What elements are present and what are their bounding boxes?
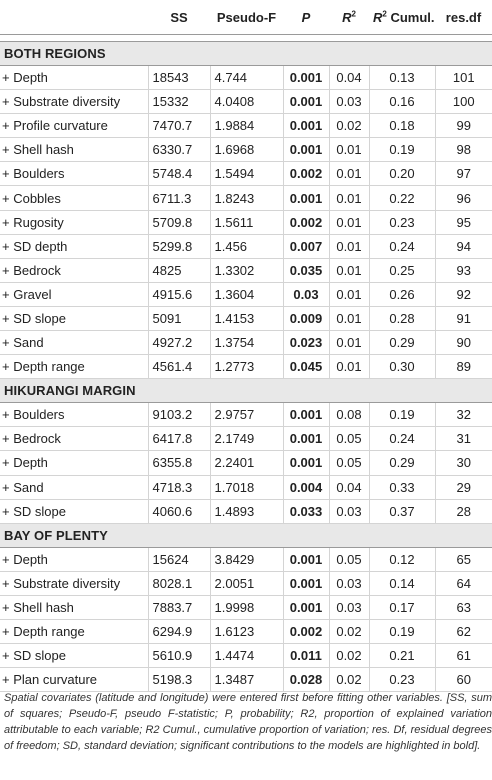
cell-res-df: 99	[435, 114, 492, 138]
cell-r2-cumul: 0.12	[369, 547, 435, 571]
cell-p: 0.001	[283, 571, 329, 595]
cell-p: 0.007	[283, 234, 329, 258]
cell-r2: 0.01	[329, 162, 369, 186]
cell-r2-cumul: 0.22	[369, 186, 435, 210]
header-cum-label: R	[373, 9, 383, 25]
spacer-row	[0, 35, 492, 42]
cell-res-df: 62	[435, 619, 492, 643]
cell-res-df: 93	[435, 258, 492, 282]
cell-r2-cumul: 0.21	[369, 644, 435, 668]
cell-ss: 5198.3	[148, 668, 210, 692]
cell-variable: + Substrate diversity	[0, 571, 148, 595]
cell-p: 0.001	[283, 403, 329, 427]
cell-ss: 6355.8	[148, 451, 210, 475]
cell-res-df: 29	[435, 475, 492, 499]
cell-p: 0.004	[283, 475, 329, 499]
cell-pseudo-f: 1.7018	[210, 475, 283, 499]
cell-ss: 4561.4	[148, 355, 210, 379]
cell-variable: + Plan curvature	[0, 668, 148, 692]
cell-res-df: 32	[435, 403, 492, 427]
cell-ss: 6294.9	[148, 619, 210, 643]
cell-r2: 0.01	[329, 331, 369, 355]
cell-pseudo-f: 1.6123	[210, 619, 283, 643]
section-header-row	[0, 379, 492, 403]
cell-r2: 0.05	[329, 427, 369, 451]
cell-r2: 0.03	[329, 595, 369, 619]
cell-ss: 5299.8	[148, 234, 210, 258]
table-row	[0, 403, 492, 427]
table-header	[0, 0, 492, 35]
header-r2-sup: 2	[351, 9, 356, 19]
header-r2-cumul	[369, 0, 435, 35]
cell-r2: 0.01	[329, 138, 369, 162]
table-row	[0, 571, 492, 595]
cell-r2-cumul: 0.23	[369, 210, 435, 234]
cell-res-df: 91	[435, 306, 492, 330]
cell-ss: 4915.6	[148, 282, 210, 306]
cell-pseudo-f: 1.8243	[210, 186, 283, 210]
cell-ss: 5610.9	[148, 644, 210, 668]
cell-ss: 4718.3	[148, 475, 210, 499]
cell-r2-cumul: 0.20	[369, 162, 435, 186]
cell-variable: + Gravel	[0, 282, 148, 306]
cell-variable: + SD slope	[0, 306, 148, 330]
cell-ss: 6417.8	[148, 427, 210, 451]
section-title: BAY OF PLENTY	[0, 523, 492, 547]
table-row	[0, 162, 492, 186]
table-row	[0, 668, 492, 692]
cell-variable: + Depth	[0, 547, 148, 571]
cell-variable: + Sand	[0, 475, 148, 499]
table-row	[0, 475, 492, 499]
cell-pseudo-f: 1.456	[210, 234, 283, 258]
cell-pseudo-f: 1.4474	[210, 644, 283, 668]
table-row	[0, 138, 492, 162]
cell-ss: 4060.6	[148, 499, 210, 523]
cell-res-df: 30	[435, 451, 492, 475]
cell-r2: 0.04	[329, 66, 369, 90]
cell-r2-cumul: 0.29	[369, 331, 435, 355]
cell-p: 0.001	[283, 186, 329, 210]
header-r2	[329, 0, 369, 35]
cell-ss: 18543	[148, 66, 210, 90]
cell-r2-cumul: 0.13	[369, 66, 435, 90]
cell-p: 0.001	[283, 427, 329, 451]
table-row	[0, 499, 492, 523]
cell-pseudo-f: 4.0408	[210, 90, 283, 114]
cell-pseudo-f: 1.3487	[210, 668, 283, 692]
cell-ss: 5709.8	[148, 210, 210, 234]
section-title: BOTH REGIONS	[0, 42, 492, 66]
cell-variable: + Rugosity	[0, 210, 148, 234]
cell-r2-cumul: 0.28	[369, 306, 435, 330]
header-ss: SS	[148, 0, 210, 35]
cell-r2-cumul: 0.37	[369, 499, 435, 523]
cell-res-df: 64	[435, 571, 492, 595]
cell-p: 0.001	[283, 66, 329, 90]
cell-p: 0.002	[283, 619, 329, 643]
cell-r2-cumul: 0.17	[369, 595, 435, 619]
cell-pseudo-f: 4.744	[210, 66, 283, 90]
cell-res-df: 96	[435, 186, 492, 210]
table-row	[0, 427, 492, 451]
cell-p: 0.002	[283, 210, 329, 234]
cell-r2-cumul: 0.19	[369, 619, 435, 643]
cell-p: 0.023	[283, 331, 329, 355]
cell-res-df: 61	[435, 644, 492, 668]
cell-pseudo-f: 2.2401	[210, 451, 283, 475]
cell-pseudo-f: 1.3754	[210, 331, 283, 355]
cell-p: 0.009	[283, 306, 329, 330]
cell-r2-cumul: 0.24	[369, 234, 435, 258]
cell-variable: + Cobbles	[0, 186, 148, 210]
table-row	[0, 355, 492, 379]
table-row	[0, 306, 492, 330]
table-body	[0, 35, 492, 692]
cell-r2-cumul: 0.25	[369, 258, 435, 282]
cell-variable: + Bedrock	[0, 427, 148, 451]
cell-variable: + Depth range	[0, 619, 148, 643]
cell-variable: + Substrate diversity	[0, 90, 148, 114]
cell-p: 0.011	[283, 644, 329, 668]
cell-r2: 0.01	[329, 234, 369, 258]
header-res-df: res.df	[435, 0, 492, 35]
cell-pseudo-f: 1.4153	[210, 306, 283, 330]
section-title: HIKURANGI MARGIN	[0, 379, 492, 403]
cell-res-df: 90	[435, 331, 492, 355]
footnote-text: Spatial covariates (latitude and longitude) were entered first before fitting other variables. [SS, sum of squares; Pseudo-F, pseudo F-statistic; P, probability; R2, proportion of explained variation attributable to each variable; R2 Cumul., cumulative proportion of variation; res. Df, residual degrees of freedom; SD, standard deviation; significant contributions to the models are highlighted in bold].	[4, 692, 492, 752]
cell-pseudo-f: 2.0051	[210, 571, 283, 595]
cell-ss: 15624	[148, 547, 210, 571]
cell-p: 0.045	[283, 355, 329, 379]
table-row	[0, 451, 492, 475]
table-row	[0, 282, 492, 306]
cell-res-df: 95	[435, 210, 492, 234]
cell-pseudo-f: 1.3302	[210, 258, 283, 282]
cell-ss: 4927.2	[148, 331, 210, 355]
cell-variable: + Sand	[0, 331, 148, 355]
cell-r2: 0.02	[329, 644, 369, 668]
header-p	[283, 0, 329, 35]
cell-variable: + Boulders	[0, 403, 148, 427]
cell-variable: + SD slope	[0, 644, 148, 668]
cell-r2-cumul: 0.23	[369, 668, 435, 692]
table-row	[0, 258, 492, 282]
cell-ss: 7883.7	[148, 595, 210, 619]
cell-r2: 0.05	[329, 451, 369, 475]
cell-r2-cumul: 0.19	[369, 138, 435, 162]
section-header-row	[0, 523, 492, 547]
cell-r2: 0.01	[329, 306, 369, 330]
cell-ss: 5748.4	[148, 162, 210, 186]
cell-p: 0.002	[283, 162, 329, 186]
cell-variable: + Depth	[0, 66, 148, 90]
cell-r2: 0.01	[329, 186, 369, 210]
cell-p: 0.035	[283, 258, 329, 282]
cell-r2-cumul: 0.29	[369, 451, 435, 475]
cell-r2: 0.08	[329, 403, 369, 427]
cell-pseudo-f: 1.2773	[210, 355, 283, 379]
cell-r2-cumul: 0.26	[369, 282, 435, 306]
cell-res-df: 28	[435, 499, 492, 523]
cell-pseudo-f: 1.3604	[210, 282, 283, 306]
cell-ss: 8028.1	[148, 571, 210, 595]
header-variable	[0, 0, 148, 35]
cell-res-df: 89	[435, 355, 492, 379]
cell-r2: 0.01	[329, 282, 369, 306]
cell-variable: + Boulders	[0, 162, 148, 186]
header-p-label: P	[301, 9, 311, 25]
cell-r2: 0.01	[329, 355, 369, 379]
cell-pseudo-f: 1.9884	[210, 114, 283, 138]
cell-p: 0.001	[283, 90, 329, 114]
cell-res-df: 60	[435, 668, 492, 692]
table-row	[0, 595, 492, 619]
cell-p: 0.001	[283, 451, 329, 475]
cell-r2: 0.03	[329, 499, 369, 523]
cell-r2-cumul: 0.24	[369, 427, 435, 451]
cell-variable: + Bedrock	[0, 258, 148, 282]
header-cum-suffix: Cumul.	[386, 9, 435, 25]
cell-pseudo-f: 2.1749	[210, 427, 283, 451]
cell-p: 0.033	[283, 499, 329, 523]
header-r2-label: R	[342, 9, 352, 25]
cell-variable: + Shell hash	[0, 595, 148, 619]
table-row	[0, 90, 492, 114]
cell-res-df: 92	[435, 282, 492, 306]
table-row	[0, 331, 492, 355]
cell-ss: 6711.3	[148, 186, 210, 210]
table-row	[0, 186, 492, 210]
cell-res-df: 31	[435, 427, 492, 451]
cell-p: 0.001	[283, 114, 329, 138]
cell-pseudo-f: 1.5611	[210, 210, 283, 234]
cell-res-df: 100	[435, 90, 492, 114]
section-header-row	[0, 42, 492, 66]
cell-res-df: 98	[435, 138, 492, 162]
cell-r2: 0.01	[329, 210, 369, 234]
cell-r2: 0.02	[329, 619, 369, 643]
cell-ss: 15332	[148, 90, 210, 114]
cell-r2: 0.01	[329, 258, 369, 282]
cell-variable: + Shell hash	[0, 138, 148, 162]
cell-r2: 0.03	[329, 571, 369, 595]
cell-res-df: 97	[435, 162, 492, 186]
cell-p: 0.03	[283, 282, 329, 306]
table-row	[0, 66, 492, 90]
cell-p: 0.001	[283, 138, 329, 162]
cell-p: 0.028	[283, 668, 329, 692]
cell-r2-cumul: 0.30	[369, 355, 435, 379]
cell-variable: + Profile curvature	[0, 114, 148, 138]
cell-r2-cumul: 0.14	[369, 571, 435, 595]
cell-p: 0.001	[283, 595, 329, 619]
cell-res-df: 101	[435, 66, 492, 90]
table-row	[0, 234, 492, 258]
cell-ss: 9103.2	[148, 403, 210, 427]
cell-p: 0.001	[283, 547, 329, 571]
table-row	[0, 547, 492, 571]
cell-res-df: 94	[435, 234, 492, 258]
header-row	[0, 0, 492, 35]
cell-pseudo-f: 1.5494	[210, 162, 283, 186]
cell-r2-cumul: 0.18	[369, 114, 435, 138]
table-row	[0, 644, 492, 668]
table-row	[0, 114, 492, 138]
cell-r2: 0.04	[329, 475, 369, 499]
cell-ss: 6330.7	[148, 138, 210, 162]
spacer-cell	[0, 35, 492, 42]
cell-variable: + Depth	[0, 451, 148, 475]
cell-r2: 0.02	[329, 668, 369, 692]
cell-pseudo-f: 1.9998	[210, 595, 283, 619]
table-row	[0, 210, 492, 234]
cell-res-df: 65	[435, 547, 492, 571]
cell-ss: 7470.7	[148, 114, 210, 138]
cell-pseudo-f: 2.9757	[210, 403, 283, 427]
cell-variable: + SD depth	[0, 234, 148, 258]
cell-ss: 5091	[148, 306, 210, 330]
cell-res-df: 63	[435, 595, 492, 619]
cell-variable: + Depth range	[0, 355, 148, 379]
cell-pseudo-f: 1.4893	[210, 499, 283, 523]
cell-r2-cumul: 0.19	[369, 403, 435, 427]
cell-r2-cumul: 0.16	[369, 90, 435, 114]
cell-r2: 0.02	[329, 114, 369, 138]
table-footnote	[0, 690, 492, 754]
cell-ss: 4825	[148, 258, 210, 282]
cell-r2-cumul: 0.33	[369, 475, 435, 499]
header-pseudo-f: Pseudo-F	[210, 0, 283, 35]
table-row	[0, 619, 492, 643]
cell-pseudo-f: 3.8429	[210, 547, 283, 571]
cell-r2: 0.03	[329, 90, 369, 114]
header-cum-sup: 2	[382, 9, 387, 19]
cell-r2: 0.05	[329, 547, 369, 571]
cell-variable: + SD slope	[0, 499, 148, 523]
cell-pseudo-f: 1.6968	[210, 138, 283, 162]
